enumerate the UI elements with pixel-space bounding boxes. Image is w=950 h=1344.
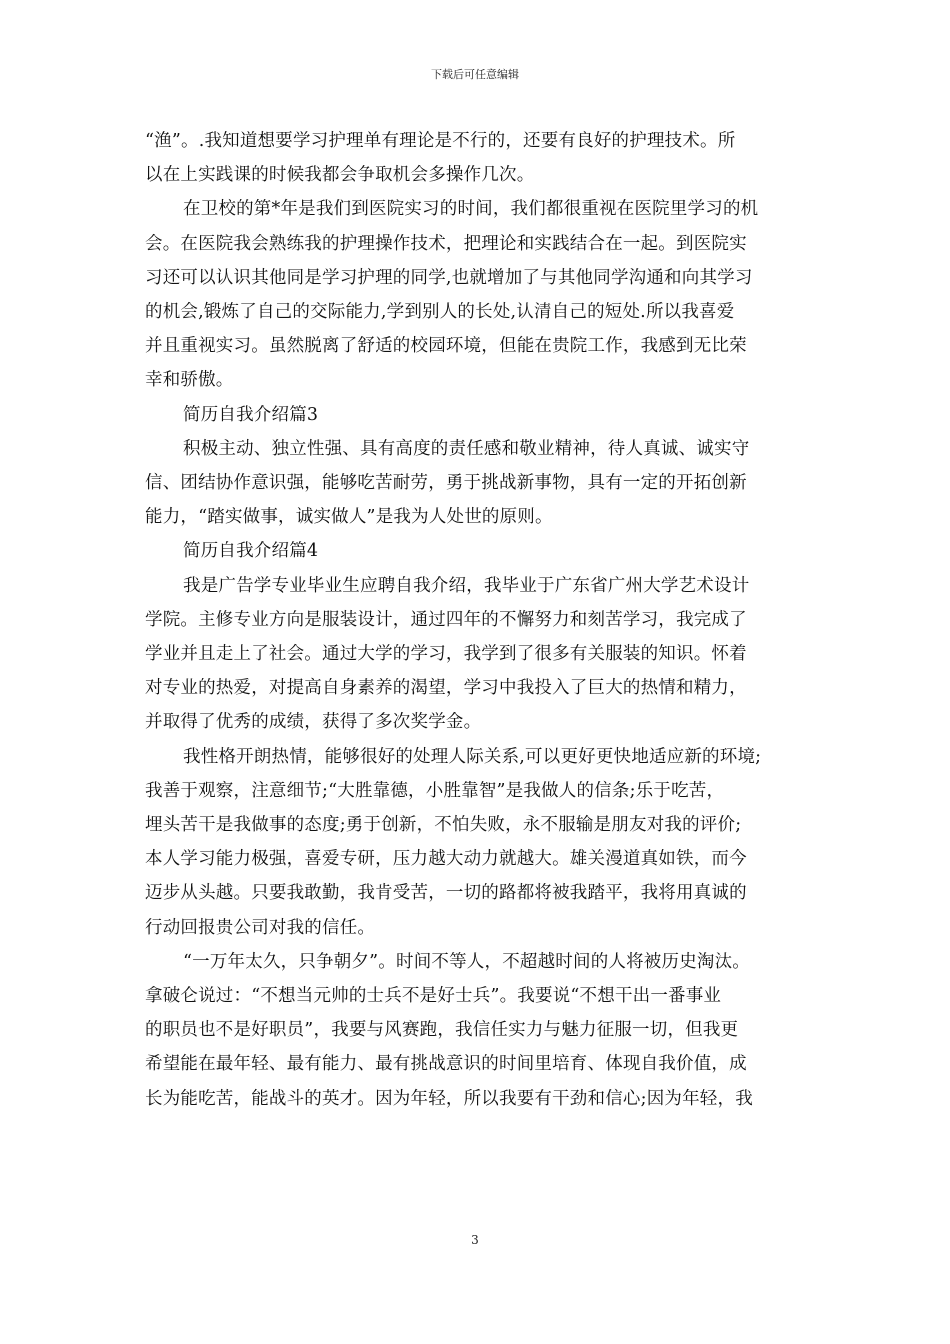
text-line: 以在上实践课的时候我都会争取机会多操作几次。 <box>145 165 535 186</box>
text-line: 并且重视实习。虽然脱离了舒适的校园环境，但能在贵院工作，我感到无比荣 <box>145 336 747 357</box>
text-line: 习还可以认识其他同是学习护理的同学,也就增加了与其他同学沟通和向其学习 <box>145 267 753 288</box>
text-line: 的职员也不是好职员”，我要与风赛跑，我信任实力与魅力征服一切，但我更 <box>145 1020 739 1041</box>
text-line: 的机会,锻炼了自己的交际能力,学到别人的长处,认清自己的短处.所以我喜爱 <box>145 302 735 323</box>
paragraph-1 <box>145 124 810 192</box>
page-number: 3 <box>471 1233 479 1247</box>
heading-text: 简历自我介绍篇3 <box>183 404 319 425</box>
text-line: 会。在医院我会熟练我的护理操作技术，把理论和实践结合在一起。到医院实 <box>145 233 747 254</box>
text-line: 学业并且走上了社会。通过大学的学习，我学到了很多有关服装的知识。怀着 <box>145 644 747 665</box>
paragraph-5 <box>145 740 810 945</box>
text-line: 在卫校的第*年是我们到医院实习的时间，我们都很重视在医院里学习的机 <box>183 199 759 220</box>
text-line: 幸和骄傲。 <box>145 370 234 391</box>
text-line: 迈步从头越。只要我敢勤，我肯受苦，一切的路都将被我踏平，我将用真诚的 <box>145 883 747 904</box>
text-line: 对专业的热爱，对提高自身素养的渴望，学习中我投入了巨大的热情和精力， <box>145 678 747 699</box>
text-line: 本人学习能力极强，喜爱专研，压力越大动力就越大。雄关漫道真如铁，而今 <box>145 849 747 870</box>
text-line: 希望能在最年轻、最有能力、最有挑战意识的时间里培育、体现自我价值，成 <box>145 1054 747 1075</box>
text-line: 我是广告学专业毕业生应聘自我介绍，我毕业于广东省广州大学艺术设计 <box>183 575 750 596</box>
paragraph-6 <box>145 945 810 1116</box>
text-line: 信、团结协作意识强，能够吃苦耐劳，勇于挑战新事物，具有一定的开拓创新 <box>145 473 747 494</box>
document-body <box>145 124 810 1116</box>
heading-text: 简历自我介绍篇4 <box>183 541 319 562</box>
paragraph-2 <box>145 192 810 397</box>
text-line: 我性格开朗热情，能够很好的处理人际关系,可以更好更快地适应新的环境; <box>183 746 762 767</box>
paragraph-3 <box>145 432 810 535</box>
page-header: 下载后可任意编辑 <box>431 68 519 81</box>
text-line: 埋头苦干是我做事的态度;勇于创新，不怕失败，永不服输是朋友对我的评价; <box>145 815 742 836</box>
text-line: 积极主动、独立性强、具有高度的责任感和敬业精神，待人真诚、诚实守 <box>183 438 750 459</box>
text-line: 学院。主修专业方向是服装设计，通过四年的不懈努力和刻苦学习，我完成了 <box>145 609 747 630</box>
text-line: 我善于观察，注意细节;“大胜靠德，小胜靠智”是我做人的信条;乐于吃苦， <box>145 780 725 801</box>
text-line: 拿破仑说过：“不想当元帅的士兵不是好士兵”。我要说“不想干出一番事业 <box>145 986 722 1007</box>
paragraph-4 <box>145 569 810 740</box>
text-line: 长为能吃苦，能战斗的英才。因为年轻，所以我要有干劲和信心;因为年轻，我 <box>145 1088 753 1109</box>
text-line: “渔”。.我知道想要学习护理单有理论是不行的，还要有良好的护理技术。所 <box>145 131 736 151</box>
text-line: 并取得了优秀的成绩，获得了多次奖学金。 <box>145 712 482 733</box>
text-line: 行动回报贵公司对我的信任。 <box>145 917 376 938</box>
text-line: “一万年太久，只争朝夕”。时间不等人，不超越时间的人将被历史淘汰。 <box>183 951 750 972</box>
text-line: 能力，“踏实做事，诚实做人”是我为人处世的原则。 <box>145 507 553 528</box>
section-heading-4 <box>145 534 810 568</box>
section-heading-3 <box>145 398 810 432</box>
